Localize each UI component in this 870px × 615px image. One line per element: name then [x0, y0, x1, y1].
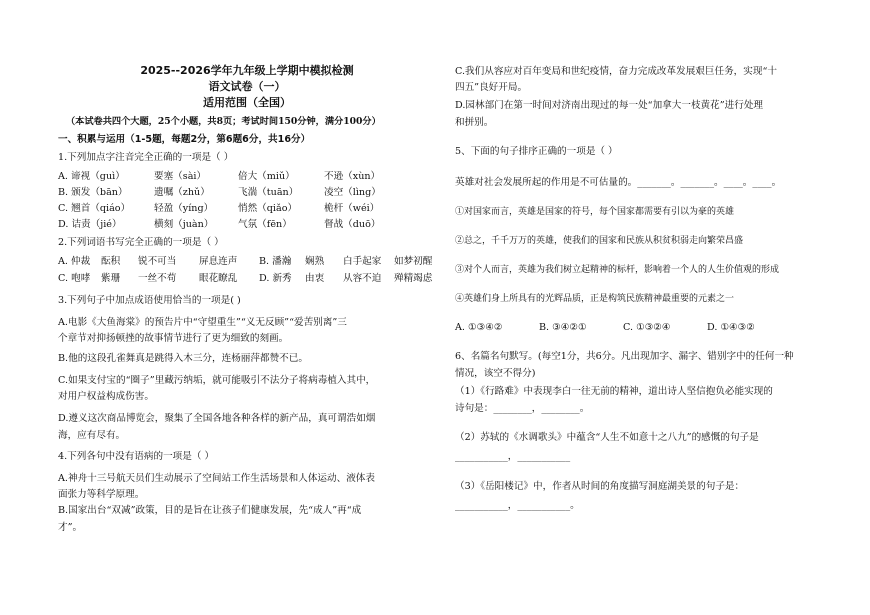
- q1-b-4: 凌空（lìng）: [324, 187, 381, 198]
- q2-cd-1: C. 咆哮: [58, 273, 91, 284]
- q4-a-line2: 面张力等科学原理。: [58, 489, 145, 500]
- q4-c-line2: 四五”良好开局。: [455, 82, 528, 93]
- q6-p2-line1: （2）苏轼的《水调歌头》中蕴含“人生不如意十之八九”的感慨的句子是: [455, 432, 759, 443]
- q1-c-1: C. 翘首（qiáo）: [58, 203, 131, 214]
- q2-cd-7: 从容不迫: [343, 273, 382, 284]
- q1-d-1: D. 诘责（jié）: [58, 219, 122, 230]
- q2-cd-5: D. 新秀: [259, 273, 292, 284]
- q2-cd-8: 殚精竭虑: [394, 273, 433, 284]
- q1-a-3: 倍大（miǔ）: [238, 171, 295, 182]
- exam-note: （本试卷共四个大题，25个小题，共8页；考试时间150分钟，满分100分）: [66, 116, 381, 127]
- q4-a-line1: A.神舟十三号航天员们生动展示了空间站工作生活场景和人体运动、液体表: [58, 473, 375, 484]
- q1-c-4: 桅杆（wéi）: [324, 203, 380, 214]
- q1-b-2: 遗嘱（zhǔ）: [154, 187, 210, 198]
- q6-p1-line1: （1）《行路难》中表现李白一往无前的精神，道出诗人坚信抱负必能实现的: [455, 386, 773, 397]
- q2-cd-4: 眼花瞭乱: [199, 273, 238, 284]
- q2-ab-5: B. 潘瀚: [259, 256, 292, 267]
- q3-d-line2: 海，应有尽有。: [58, 430, 126, 441]
- q5-option-a: A. ①③④②: [455, 322, 503, 333]
- q1-b-3: 飞湍（tuān）: [238, 187, 299, 198]
- section-1-heading: 一、积累与运用（1-5题，每题2分，第6题6分，共16分）: [58, 134, 311, 145]
- q1-b-1: B. 颁发（bān）: [58, 187, 128, 198]
- q2-ab-4: 屏息连声: [199, 256, 238, 267]
- q4-c-line1: C.我们从容应对百年变局和世纪疫情，奋力完成改革发展艰巨任务，实现“十: [455, 66, 777, 77]
- q6-p3-line2: ___________，___________。: [455, 500, 580, 511]
- q5-stem: 5、下面的句子排序正确的一项是（ ）: [455, 146, 618, 157]
- q6-p1-line2: 诗句是：________，________。: [455, 403, 590, 414]
- q3-c-line1: C.如果支付宝的“圈子”里藏污纳垢，就可能吸引不法分子将病毒植入其中，: [58, 375, 376, 386]
- q6-p2-line2: ___________，___________: [455, 451, 571, 462]
- q2-ab-2: 酝积: [101, 256, 121, 267]
- exam-subtitle: 语文试卷（一）: [208, 80, 286, 93]
- q2-ab-7: 白手起家: [343, 256, 382, 267]
- exam-scope: 适用范围（全国）: [203, 96, 291, 109]
- q4-b-line2: 才”。: [58, 522, 83, 533]
- q3-d-line1: D.遵义这次商品博览会，聚集了全国各地各种各样的新产品，真可谓浩如烟: [58, 413, 376, 424]
- q1-a-4: 不逊（xùn）: [324, 171, 381, 182]
- q5-option-b: B. ③④②①: [539, 322, 587, 333]
- q1-a-1: A. 谛视（guì）: [58, 171, 125, 182]
- q5-option-d: D. ①④③②: [707, 322, 755, 333]
- q5-sentence-1: ①对国家而言，英雄是国家的符号，每个国家都需要有引以为豪的英雄: [455, 207, 735, 217]
- q2-ab-6: 娴熟: [305, 256, 325, 267]
- q2-ab-3: 锐不可当: [138, 256, 177, 267]
- q5-sentence-2: ②总之，千千万万的英雄，使我们的国家和民族从积贫积弱走向繁荣昌盛: [455, 236, 744, 246]
- q1-a-2: 要塞（sài）: [154, 171, 207, 182]
- q2-cd-2: 紫珊: [101, 273, 121, 284]
- q1-stem: 1.下列加点字注音完全正确的一项是（ ）: [58, 152, 234, 163]
- q3-b: B.他的这段孔雀舞真是跳得入木三分，连杨丽萍都赞不已。: [58, 353, 308, 364]
- q4-b-line1: B.国家出台“双减”政策，目的是旨在让孩子们健康发展，先“成人”再“成: [58, 505, 362, 516]
- q1-d-2: 横刻（juàn）: [154, 219, 214, 230]
- q5-intro: 英雄对社会发展所起的作用是不可估量的。_______。_______。____。____。: [455, 177, 782, 188]
- q6-stem-line1: 6、名篇名句默写。(每空1分，共6分。凡出现加字、漏字、错别字中的任何一种: [455, 351, 794, 362]
- q2-cd-6: 由衷: [305, 273, 325, 284]
- q4-d-line1: D.园林部门在第一时间对济南出现过的每一处“加拿大一枝黄花”进行处理: [455, 100, 764, 111]
- q2-stem: 2.下列词语书写完全正确的一项是（ ）: [58, 237, 224, 248]
- q1-c-2: 轻盈（yíng）: [154, 203, 214, 214]
- q4-d-line2: 和拼别。: [455, 117, 494, 128]
- q1-d-4: 督战（duō）: [324, 219, 381, 230]
- q2-ab-8: 如梦初醒: [394, 256, 433, 267]
- q3-c-line2: 对用户权益构成伤害。: [58, 391, 154, 402]
- q6-stem-line2: 情况，该空不得分): [455, 368, 536, 379]
- q6-p3-line1: （3）《岳阳楼记》中，作者从时间的角度描写洞庭湖美景的句子是：: [455, 481, 745, 492]
- q3-a-line1: A.电影《大鱼海棠》的预告片中“守望重生”“义无反顾”“爱苦别离”三: [58, 317, 347, 328]
- q5-option-c: C. ①③②④: [623, 322, 671, 333]
- q5-sentence-4: ④英雄们身上所具有的光辉品质，正是构筑民族精神最重要的元素之一: [455, 294, 735, 304]
- q1-d-3: 气氛（fēn）: [238, 219, 292, 230]
- q5-sentence-3: ③对个人而言，英雄为我们树立起精神的标杆，影响着一个人的人生价值观的形成: [455, 265, 780, 275]
- q3-stem: 3.下列句子中加点成语使用恰当的一项是( ): [58, 295, 241, 306]
- q4-stem: 4.下列各句中没有语病的一项是（ ）: [58, 451, 215, 462]
- q3-a-line2: 个章节对抑扬顿挫的故事情节进行了更为细致的刻画。: [58, 333, 289, 344]
- exam-title: 2025--2026学年九年级上学期中模拟检测: [140, 64, 354, 77]
- q2-ab-1: A. 仲裁: [58, 256, 91, 267]
- q2-cd-3: 一丝不苟: [138, 273, 177, 284]
- q1-c-3: 悄然（qiǎo）: [238, 203, 298, 214]
